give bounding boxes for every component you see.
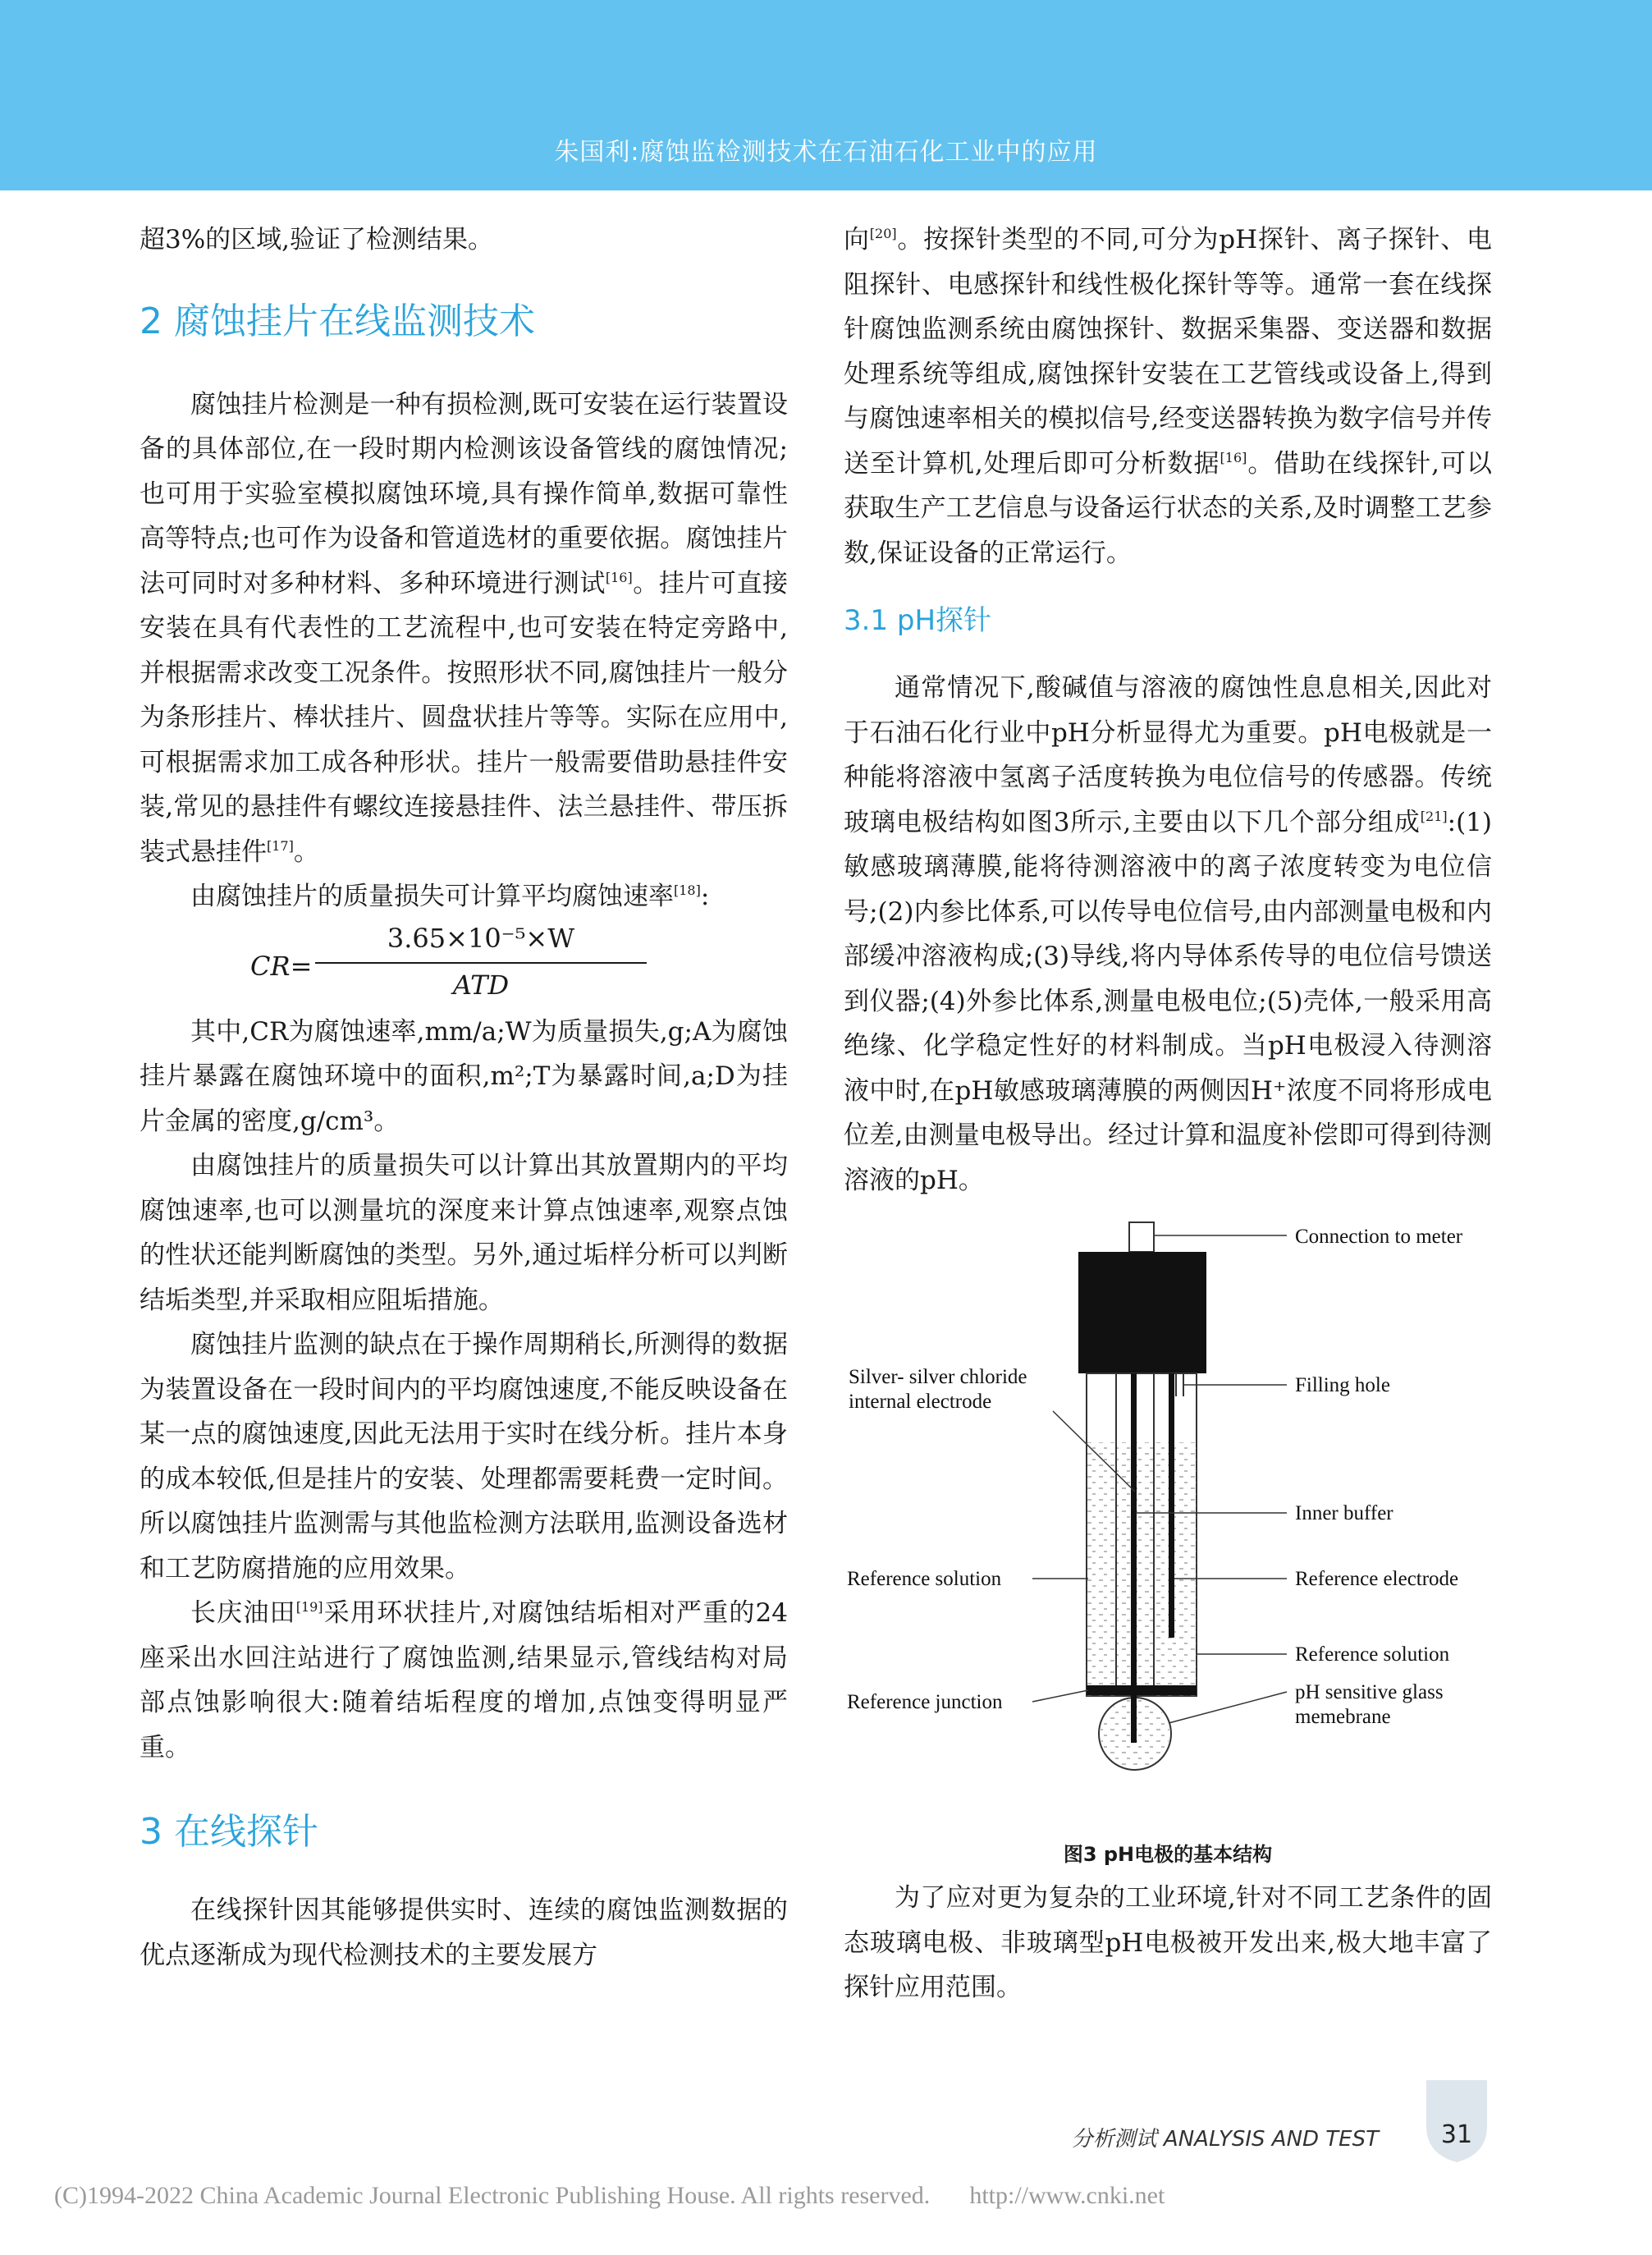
formula-numerator: 3.65×10⁻⁵×W bbox=[387, 922, 575, 954]
subsection-heading-3-1: 3.1 pH探针 bbox=[844, 604, 992, 637]
formula-fraction bbox=[315, 919, 647, 1003]
paragraph: 腐蚀挂片监测的缺点在于操作周期稍长,所测得的数据为装置设备在一段时间内的平均腐蚀速度,不能反映设备在某一点的腐蚀速度,因此无法用于实时在线分析。挂片本身的成本较低,但是挂片的安装、处理都需要耗费一定时间。所以腐蚀挂片监测需与其他监检测方法联用,监测设备选材和工艺防腐措施的应用效果。 bbox=[140, 1330, 788, 1584]
running-title: 朱国利:腐蚀监检测技术在石油石化工业中的应用 bbox=[554, 138, 1098, 167]
paragraph: 超3%的区域,验证了检测结果。 bbox=[140, 225, 494, 254]
connector-tip bbox=[1129, 1222, 1154, 1252]
label-ph-glass-2: memebrane bbox=[1295, 1706, 1391, 1728]
paragraph: 由腐蚀挂片的质量损失可以计算出其放置期内的平均腐蚀速率,也可以测量坑的深度来计算点蚀速率,观察点蚀的性状还能判断腐蚀的类型。另外,通过垢样分析可以判断结垢类型,并采取相应阻垢措施。 bbox=[140, 1151, 788, 1315]
journal-name: 分析测试 ANALYSIS AND TEST bbox=[1071, 2127, 1379, 2152]
paragraph: 通常情况下,酸碱值与溶液的腐蚀性息息相关,因此对于石油石化行业中pH分析显得尤为重要。pH电极就是一种能将溶液中氢离子活度转换为电位信号的传感器。传统玻璃电极结构如图3所示,主要由以下几个部分组成[21]:(1)敏感玻璃薄膜,能将待测溶液中的离子浓度转变为电位信号;(2)内参比体系,可以传导电位信号,由内部测量电极和内部缓冲溶液构成;(3)导线,将内导体系传导的电位信号馈送到仪器;(4)外参比体系,测量电极电位;(5)壳体,一般采用高绝缘、化学稳定性好的材料制成。当pH电极浸入待测溶液中时,在pH敏感玻璃薄膜的两侧因H⁺浓度不同将形成电位差,由测量电极导出。经过计算和温度补偿即可得到待测溶液的pH。 bbox=[844, 673, 1492, 1195]
copyright-line bbox=[54, 2182, 1613, 2210]
label-inner-buffer: Inner buffer bbox=[1295, 1502, 1393, 1524]
paragraph: 为了应对更为复杂的工业环境,针对不同工艺条件的固态玻璃电极、非玻璃型pH电极被开发出来,极大地丰富了探针应用范围。 bbox=[844, 1883, 1492, 2002]
ph-electrode-figure bbox=[844, 1221, 1492, 1835]
section-heading-2: 2 腐蚀挂片在线监测技术 bbox=[140, 300, 535, 342]
label-silver: Silver- silver chloride bbox=[849, 1366, 1027, 1388]
paragraph: 其中,CR为腐蚀速率,mm/a;W为质量损失,g;A为腐蚀挂片暴露在腐蚀环境中的面积,m²;T为暴露时间,a;D为挂片金属的密度,g/cm³。 bbox=[140, 1016, 788, 1136]
reference-junction bbox=[1087, 1685, 1197, 1695]
cnki-url[interactable]: http://www.cnki.net bbox=[969, 2182, 1165, 2209]
left-column bbox=[140, 218, 788, 1978]
corrosion-rate-formula bbox=[140, 919, 788, 1010]
formula-denominator: ATD bbox=[452, 969, 510, 1001]
paragraph: 向[20]。按探针类型的不同,可分为pH探针、离子探针、电阻探针、电感探针和线性极化探针等等。通常一套在线探针腐蚀监测系统由腐蚀探针、数据采集器、变送器和数据处理系统等组成,腐蚀探针安装在工艺管线或设备上,得到与腐蚀速率相关的模拟信号,经变送器转换为数字信号并传送至计算机,处理后即可分析数据[16]。借助在线探针,可以获取生产工艺信息与设备运行状态的关系,及时调整工艺参数,保证设备的正常运行。 bbox=[844, 225, 1493, 568]
label-connection: Connection to meter bbox=[1295, 1226, 1463, 1248]
paragraph: 长庆油田[19]采用环状挂片,对腐蚀结垢相对严重的24座采出水回注站进行了腐蚀监测,结果显示,管线结构对局部点蚀影响很大:随着结垢程度的增加,点蚀变得明显严重。 bbox=[140, 1598, 788, 1762]
section-heading-3: 3 在线探针 bbox=[140, 1811, 318, 1853]
figure-caption: 图3 pH电极的基本结构 bbox=[1063, 1843, 1273, 1866]
label-ph-glass-1: pH sensitive glass bbox=[1295, 1681, 1444, 1703]
fraction-bar bbox=[315, 962, 647, 964]
label-reference-junction: Reference junction bbox=[847, 1691, 1003, 1713]
formula-lhs: CR= bbox=[250, 950, 313, 982]
reference-electrode-wire bbox=[1169, 1373, 1174, 1638]
page-number: 31 bbox=[1440, 2120, 1473, 2149]
label-filling: Filling hole bbox=[1295, 1374, 1390, 1396]
electrode-cap bbox=[1078, 1252, 1206, 1373]
label-reference-solution-left: Reference solution bbox=[847, 1568, 1002, 1590]
label-reference-electrode: Reference electrode bbox=[1295, 1568, 1459, 1590]
right-column bbox=[844, 218, 1492, 2010]
paragraph: 在线探针因其能够提供实时、连续的腐蚀监测数据的优点逐渐成为现代检测技术的主要发展方 bbox=[140, 1895, 788, 1970]
header-band bbox=[0, 0, 1652, 190]
label-internal: internal electrode bbox=[849, 1391, 992, 1413]
copyright-text: (C)1994-2022 China Academic Journal Electronic Publishing House. All rights reserved. bbox=[54, 2182, 931, 2209]
label-reference-solution-right: Reference solution bbox=[1295, 1643, 1450, 1666]
ph-electrode-diagram bbox=[844, 1221, 1492, 1835]
paragraph: 由腐蚀挂片的质量损失可计算平均腐蚀速率[18]: bbox=[190, 882, 710, 911]
paragraph: 腐蚀挂片检测是一种有损检测,既可安装在运行装置设备的具体部位,在一段时期内检测该设备管线的腐蚀情况;也可用于实验室模拟腐蚀环境,具有操作简单,数据可靠性高等特点;也可作为设备和管道选材的重要依据。腐蚀挂片法可同时对多种材料、多种环境进行测试[16]。挂片可直接安装在具有代表性的工艺流程中,也可安装在特定旁路中,并根据需求改变工况条件。按照形状不同,腐蚀挂片一般分为条形挂片、棒状挂片、圆盘状挂片等等。实际在应用中,可根据需求加工成各种形状。挂片一般需要借助悬挂件安装,常见的悬挂件有螺纹连接悬挂件、法兰悬挂件、带压拆装式悬挂件[17]。 bbox=[140, 389, 789, 867]
